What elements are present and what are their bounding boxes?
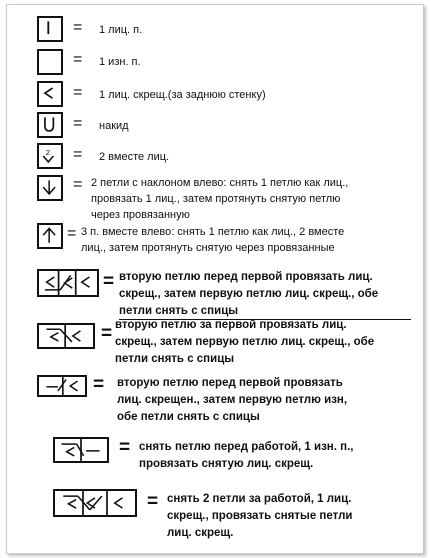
legend-text: 2 петли с наклоном влево: снять 1 петлю как лиц.,: [91, 177, 349, 189]
legend-text: снять петлю перед работой, 1 изн. п.,: [139, 441, 354, 453]
legend-text: вторую петлю перед первой провязать лиц.: [119, 271, 373, 283]
equals-sign: =: [119, 437, 131, 458]
knit-two-together-symbol: [37, 143, 63, 169]
equals-sign: =: [73, 19, 83, 36]
equals-sign: =: [73, 51, 83, 68]
up-arrow-icon: [39, 225, 61, 247]
knit-stitch-symbol: [37, 16, 63, 42]
legend-text: обе петли снять с спицы: [117, 411, 260, 423]
equals-sign: =: [73, 146, 83, 163]
equals-sign: =: [101, 323, 113, 344]
equals-sign: =: [147, 491, 159, 512]
u-shape-icon: [39, 114, 61, 136]
yarn-over-symbol: [37, 112, 63, 138]
purl-cross-front-symbol: [37, 375, 87, 397]
equals-sign: =: [73, 84, 83, 101]
cross-left-icon: [39, 271, 97, 295]
legend-text: через провязанную: [91, 209, 190, 221]
legend-text: лиц., затем протянуть снятую через провязанные: [81, 242, 335, 254]
legend-text: 1 изн. п.: [99, 56, 141, 68]
knit-over-purl-cross-symbol: [53, 437, 109, 463]
equals-sign: =: [67, 225, 77, 242]
vertical-bar-icon: [39, 18, 61, 40]
right-cross-back-symbol: [37, 323, 95, 349]
sk2p-symbol: [37, 223, 63, 249]
legend-text: скрещ., затем первую петлю лиц. скрещ., обе: [119, 288, 379, 300]
legend-text: петли снять с спицы: [115, 353, 235, 365]
legend-text: скрещ., затем первую петлю лиц. скрещ., обе: [115, 336, 375, 348]
left-cross-front-symbol: [37, 269, 99, 297]
cross-knit-purl-icon: [55, 439, 107, 461]
legend-text: скрещ., провязать снятые петли: [167, 510, 353, 522]
legend-text: петли снять с спицы: [119, 305, 239, 317]
legend-text: провязать снятую лиц. скрещ.: [139, 458, 314, 470]
equals-sign: =: [103, 271, 115, 292]
legend-text: снять 2 петли за работой, 1 лиц.: [167, 493, 352, 505]
legend-text: 1 лиц. п.: [99, 24, 143, 36]
svg-text:2: 2: [45, 148, 51, 158]
legend-text: провязать 1 лиц., затем протянуть снятую петлю: [91, 193, 341, 205]
equals-sign: =: [73, 176, 83, 193]
twisted-knit-symbol: [37, 81, 63, 107]
two-together-icon: [39, 145, 61, 167]
legend-text: вторую петлю перед первой провязать: [117, 377, 343, 389]
ssk-symbol: [37, 175, 63, 201]
legend-text: 3 п. вместе влево: снять 1 петлю как лиц., 2 вместе: [81, 226, 345, 238]
down-arrow-icon: [39, 177, 61, 199]
equals-sign: =: [73, 115, 83, 132]
legend-text: вторую петлю за первой провязать лиц.: [115, 319, 347, 331]
less-than-icon: [39, 83, 61, 105]
legend-text: лиц. скрещен., затем первую петлю изн,: [117, 394, 348, 406]
two-over-one-cross-symbol: [53, 489, 137, 517]
legend-sheet: [6, 4, 424, 554]
legend-text: накид: [99, 120, 129, 132]
legend-text: 2 вместе лиц.: [99, 151, 170, 163]
cross-right-icon: [39, 325, 93, 347]
cross-purl-icon: [39, 377, 85, 395]
equals-sign: =: [93, 374, 105, 395]
legend-text: 1 лиц. скрещ.(за заднюю стенку): [99, 89, 266, 101]
purl-stitch-symbol: [37, 49, 63, 75]
cross-two-back-icon: [55, 491, 135, 515]
legend-text: лиц. скрещ.: [167, 527, 234, 539]
